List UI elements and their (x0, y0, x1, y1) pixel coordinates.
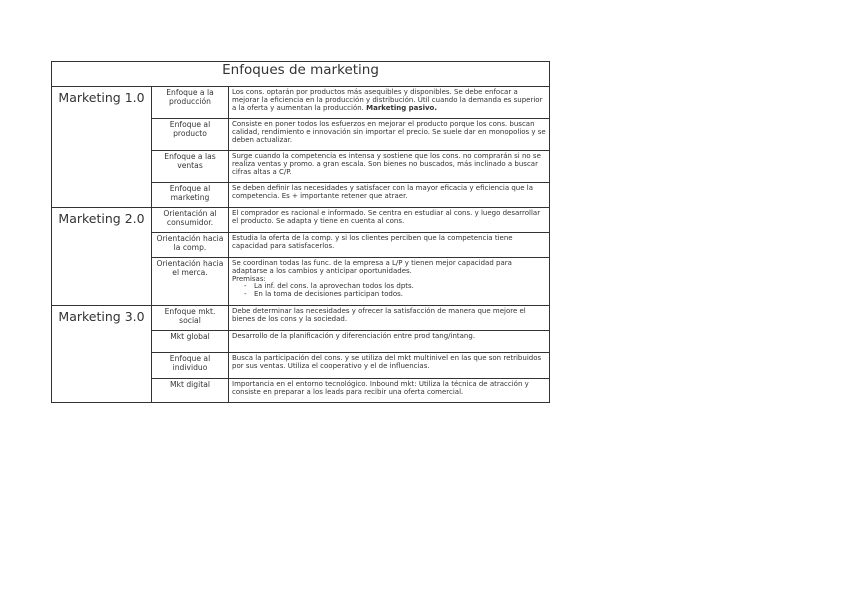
description: Debe determinar las necesidades y ofrecer la satisfacción de manera que mejore el bienes de los cons y la sociedad. (229, 306, 550, 331)
description (229, 258, 550, 306)
description: Los cons. optarán por productos más asequibles y disponibles. Se debe enfocar a mejorar la eficiencia en la producción y distribución. Útil cuando la demanda es superior a la oferta y aumentan la producción. Marketing pasivo. (229, 87, 550, 119)
description: El comprador es racional e informado. Se centra en estudiar al cons. y luego desarrollar el producto. Se adapta y tiene en cuenta al cons. (229, 208, 550, 233)
focus-label: Enfoque al producto (152, 119, 229, 151)
focus-label: Enfoque al marketing (152, 183, 229, 208)
table-row (52, 208, 550, 233)
description: Se deben definir las necesidades y satisfacer con la mayor eficacia y eficiencia que la competencia. Es + importante retener que atraer. (229, 183, 550, 208)
focus-label: Mkt digital (152, 379, 229, 403)
focus-label: Orientación hacia el merca. (152, 258, 229, 306)
description: Surge cuando la competencia es intensa y sostiene que los cons. no comprarán si no se realiza ventas y promo. a gran escala. Son bienes no buscados, más inclinado a buscar cifras altas a C/P. (229, 151, 550, 183)
focus-label: Mkt global (152, 331, 229, 353)
description: Busca la participación del cons. y se utiliza del mkt multinivel en las que son retribuidos por sus ventas. Utiliza el cooperativo y el de influencias. (229, 353, 550, 379)
premises-list (232, 283, 546, 299)
focus-label: Enfoque a la producción (152, 87, 229, 119)
table-title: Enfoques de marketing (52, 62, 550, 87)
description: Importancia en el entorno tecnológico. Inbound mkt: Utiliza la técnica de atracción y consiste en preparar a los leads para recibir una oferta comercial. (229, 379, 550, 403)
focus-label: Enfoque al individuo (152, 353, 229, 379)
table-row (52, 87, 550, 119)
table-row (52, 306, 550, 331)
marketing-approaches-table (51, 61, 550, 403)
description: Estudia la oferta de la comp. y si los clientes perciben que la competencia tiene capacidad para satisfacerlos. (229, 233, 550, 258)
marketing-passive-label: Marketing pasivo. (366, 103, 438, 112)
description: Consiste en poner todos los esfuerzos en mejorar el producto porque los cons. buscan calidad, rendimiento e innovación sin importar el precio. Se suele dar en monopolios y se deben actualizar. (229, 119, 550, 151)
era-label: Marketing 1.0 (52, 87, 152, 208)
description-text: Se coordinan todas las func. de la empresa a L/P y tienen mejor capacidad para adaptarse a los cambios y anticipar oportunidades. (232, 259, 512, 275)
focus-label: Orientación al consumidor. (152, 208, 229, 233)
premises-label: Premisas: (232, 274, 266, 283)
focus-label: Orientación hacia la comp. (152, 233, 229, 258)
era-label: Marketing 2.0 (52, 208, 152, 306)
list-item: - La inf. del cons. la aprovechan todos los dpts. (254, 283, 546, 291)
focus-label: Enfoque a las ventas (152, 151, 229, 183)
list-item: - En la toma de decisiones participan todos. (254, 291, 546, 299)
era-label: Marketing 3.0 (52, 306, 152, 403)
focus-label: Enfoque mkt. social (152, 306, 229, 331)
description: Desarrollo de la planificación y diferenciación entre prod tang/intang. (229, 331, 550, 353)
